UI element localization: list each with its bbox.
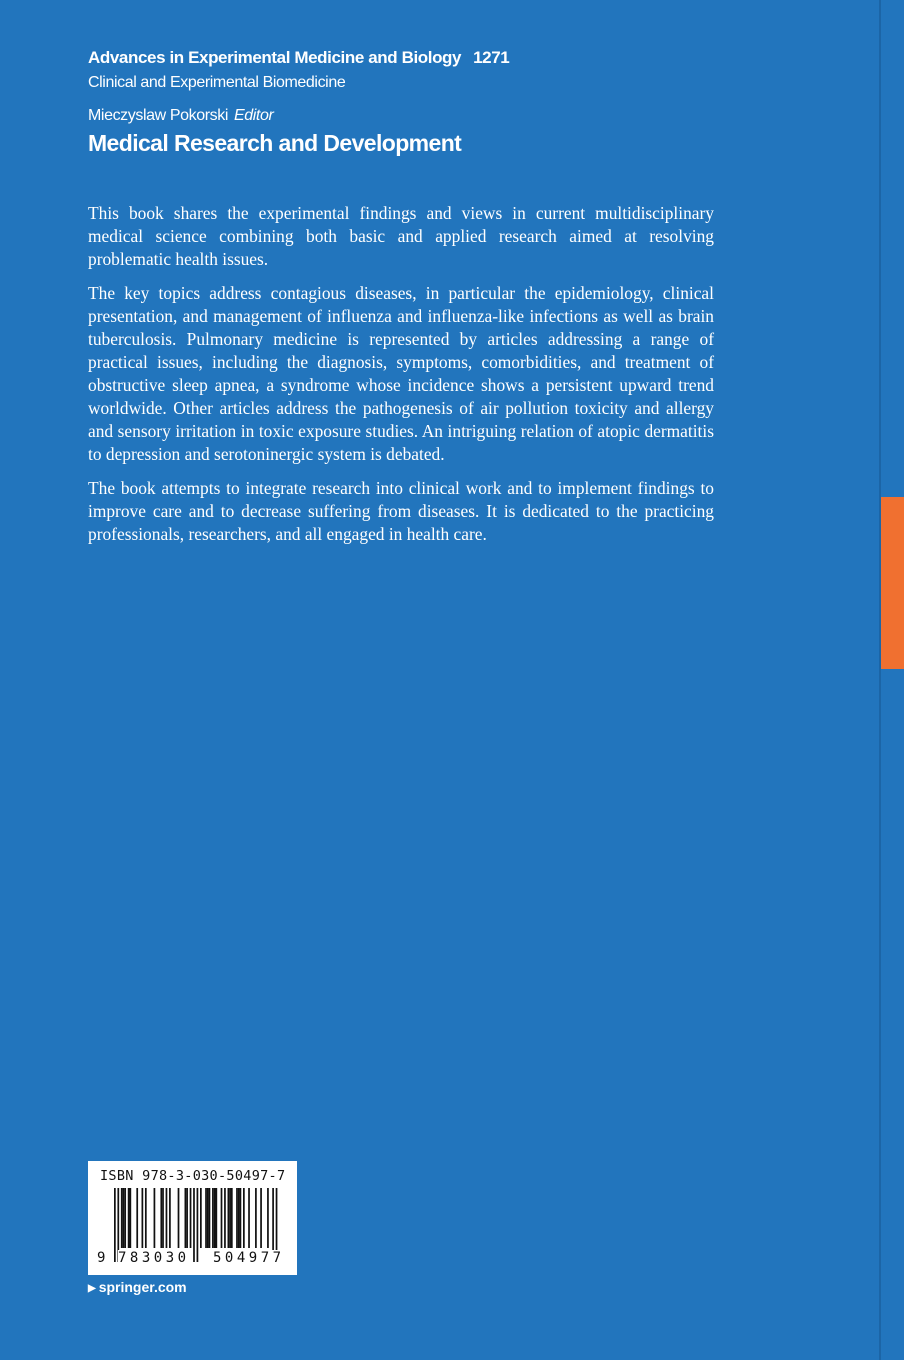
- isbn-barcode: [88, 1161, 297, 1275]
- barcode-bar: [200, 1188, 202, 1248]
- subseries-title: Clinical and Experimental Biomedicine: [88, 74, 346, 91]
- barcode-bar: [267, 1188, 269, 1248]
- barcode-bar: [207, 1188, 209, 1248]
- barcode-bar: [186, 1188, 188, 1248]
- spine-edge: [879, 0, 881, 1360]
- barcode-bar: [209, 1188, 211, 1248]
- barcode-bar: [231, 1188, 233, 1248]
- barcode-bar: [214, 1188, 216, 1248]
- barcode-bar: [260, 1188, 262, 1248]
- barcode-bar: [145, 1188, 147, 1248]
- barcode-bar: [142, 1188, 144, 1248]
- barcode-bar: [178, 1188, 180, 1248]
- barcode-bar: [228, 1188, 230, 1248]
- book-title: Medical Research and Development: [88, 130, 462, 156]
- isbn-label: ISBN 978-3-030-50497-7: [100, 1168, 286, 1184]
- barcode-bar: [215, 1188, 217, 1248]
- barcode-bar: [243, 1188, 245, 1248]
- ean-first-digit: 9: [97, 1250, 106, 1266]
- barcode-bar: [197, 1188, 199, 1262]
- barcode-bar: [221, 1188, 223, 1248]
- ean-left-group: 783030: [118, 1250, 190, 1266]
- barcode-bar: [166, 1188, 168, 1248]
- barcode-bar: [169, 1188, 171, 1248]
- series-line: [88, 46, 728, 70]
- barcode-bar: [160, 1188, 162, 1248]
- barcode-bar: [123, 1188, 125, 1248]
- barcode-bar: [240, 1188, 242, 1248]
- ean-right-group: 504977: [213, 1250, 285, 1266]
- barcode-bar: [255, 1188, 257, 1248]
- barcode-bar: [154, 1188, 156, 1248]
- barcode-bar: [121, 1188, 123, 1248]
- editor-name: Mieczyslaw Pokorski: [88, 107, 228, 124]
- book-description: [88, 202, 714, 557]
- barcode-bar: [114, 1188, 116, 1262]
- barcode-bar: [124, 1188, 126, 1248]
- barcode-bar: [162, 1188, 164, 1248]
- description-paragraph-3: The book attempts to integrate research into clinical work and to implement findings to improve care and to decrease suffering from diseases. It is dedicated to the practicing professionals, researchers, and all engaged in health care.: [88, 478, 714, 544]
- barcode-bar: [205, 1188, 207, 1248]
- barcode-bar: [212, 1188, 214, 1248]
- barcode-bar: [136, 1188, 138, 1248]
- description-paragraph-2: The key topics address contagious diseases, in particular the epidemiology, clinical presentation, and management of influenza and influenza-like infections as well as brain tuberculosis. Pulmonary medicine is represented by articles addressing a range of practical issues, including the diagnosis, symptoms, comorbidities, and treatment of obstructive sleep apnea, a syndrome whose incidence shows a persistent upward trend worldwide. Other articles address the pathogenesis of air pollution toxicity and allergy and sensory irritation in toxic exposure studies. An intriguing relation of atopic dermatitis to depression and serotoninergic system is debated.: [88, 283, 714, 464]
- triangle-right-icon: ▶: [88, 1283, 96, 1294]
- barcode-bar: [229, 1188, 231, 1248]
- barcode-bar: [193, 1188, 195, 1262]
- publisher-link[interactable]: [88, 1279, 187, 1295]
- barcode-bar: [238, 1188, 240, 1248]
- barcode-bar: [128, 1188, 130, 1248]
- publisher-link-text[interactable]: springer.com: [98, 1279, 187, 1295]
- barcode-bar: [224, 1188, 226, 1248]
- spine-color-tab: [881, 497, 904, 669]
- description-paragraph-1: This book shares the experimental findings and views in current multidisciplinary medical science combining both basic and applied research aimed at resolving problematic health issues.: [88, 203, 714, 269]
- barcode-bar: [129, 1188, 131, 1248]
- barcode-bar: [190, 1188, 192, 1248]
- volume-number: 1271: [473, 48, 510, 67]
- barcode-bar: [248, 1188, 250, 1248]
- barcode-bar: [236, 1188, 238, 1248]
- barcode-bar: [185, 1188, 187, 1248]
- editor-role: Editor: [234, 107, 274, 124]
- cover-header: [88, 46, 728, 158]
- series-title: Advances in Experimental Medicine and Biology: [88, 48, 462, 67]
- editor-line: [88, 105, 728, 127]
